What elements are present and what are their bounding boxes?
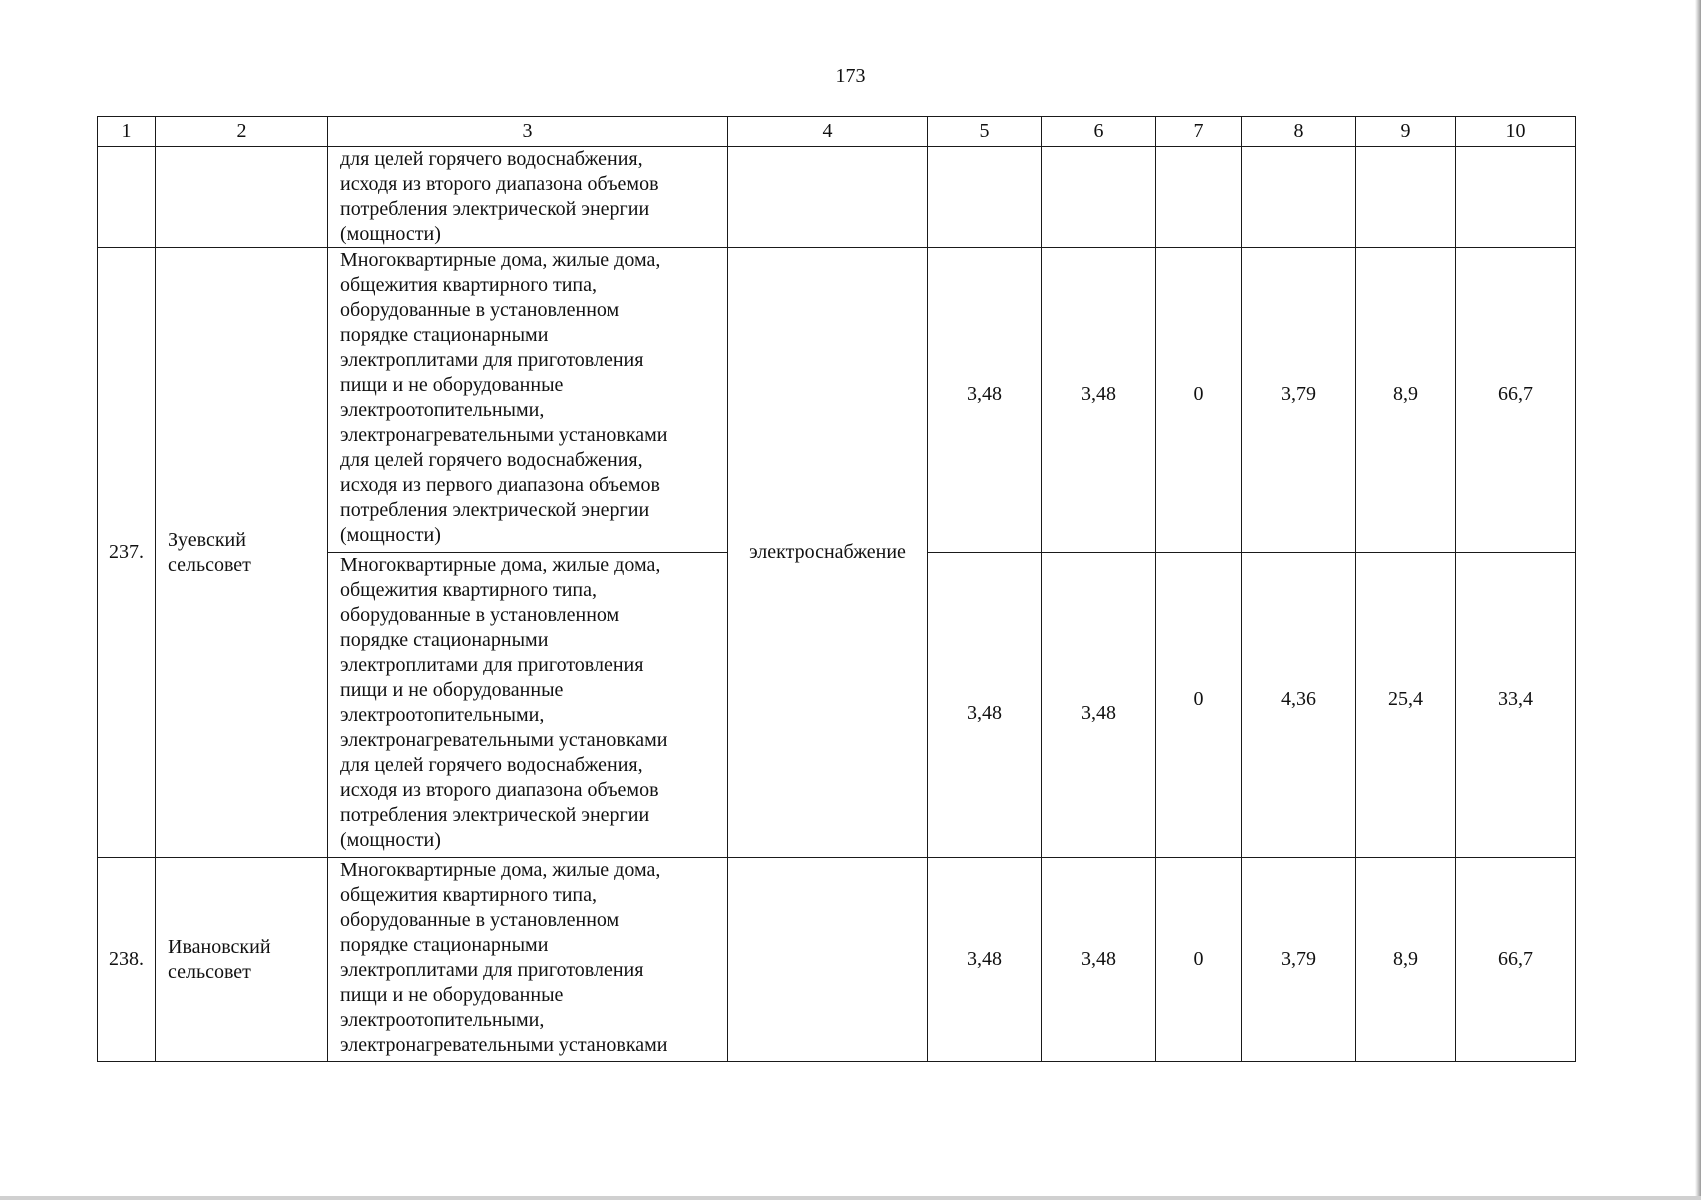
scan-edge-shadow bbox=[1695, 0, 1701, 1200]
cell-value-col10 bbox=[1456, 248, 1576, 553]
cell-description bbox=[328, 147, 728, 248]
description-line: потребления электрической энергии bbox=[340, 804, 650, 826]
value-text: 4,36 bbox=[1281, 687, 1316, 710]
description-line: Многоквартирные дома, жилые дома, bbox=[340, 554, 661, 576]
column-header-3: 3 bbox=[328, 117, 728, 147]
cell-name bbox=[156, 147, 328, 248]
description-line: пищи и не оборудованные bbox=[340, 374, 564, 396]
cell-value-col8 bbox=[1242, 553, 1356, 858]
description-line: электроотопительными, bbox=[340, 704, 545, 726]
page-number: 173 bbox=[835, 65, 866, 87]
cell-value-col7 bbox=[1156, 553, 1242, 858]
cell-value-col5 bbox=[928, 858, 1042, 1062]
column-header-9: 9 bbox=[1356, 117, 1456, 147]
description-line: (мощности) bbox=[340, 223, 441, 245]
description-line: оборудованные в установленном bbox=[340, 604, 620, 626]
cell-num bbox=[98, 147, 156, 248]
description-line: электронагревательными установками bbox=[340, 1034, 668, 1056]
value-text: 3,48 bbox=[967, 382, 1002, 405]
description-line: потребления электрической энергии bbox=[340, 499, 650, 521]
description-line: оборудованные в установленном bbox=[340, 909, 620, 931]
column-header-10: 10 bbox=[1456, 117, 1576, 147]
description-line: порядке стационарными bbox=[340, 934, 549, 956]
cell-description bbox=[328, 858, 728, 1062]
column-header-7: 7 bbox=[1156, 117, 1242, 147]
column-header-1: 1 bbox=[98, 117, 156, 147]
description-line: потребления электрической энергии bbox=[340, 198, 650, 220]
table-row bbox=[98, 248, 1576, 553]
value-text: 0 bbox=[1193, 382, 1204, 405]
column-header-6: 6 bbox=[1042, 117, 1156, 147]
scan-bottom-edge bbox=[0, 1196, 1701, 1200]
description-line: общежития квартирного типа, bbox=[340, 579, 598, 601]
description-line: Многоквартирные дома, жилые дома, bbox=[340, 859, 661, 881]
description-line: электронагревательными установками bbox=[340, 424, 668, 446]
value-text: 3,79 bbox=[1281, 382, 1316, 405]
cell-value-col6 bbox=[1042, 248, 1156, 553]
cell-value-col6 bbox=[1042, 553, 1156, 858]
value-text: 3,48 bbox=[1081, 701, 1116, 724]
cell-value bbox=[1356, 147, 1456, 248]
settlement-name-line: Ивановский bbox=[168, 935, 271, 958]
settlement-name bbox=[156, 858, 328, 1062]
description-line: общежития квартирного типа, bbox=[340, 884, 598, 906]
row-number: 238. bbox=[98, 858, 156, 1062]
settlement-name-line: сельсовет bbox=[168, 960, 251, 983]
description-line: электронагревательными установками bbox=[340, 729, 668, 751]
value-text: 3,48 bbox=[967, 701, 1002, 724]
description-line: порядке стационарными bbox=[340, 324, 549, 346]
cell-value-col7 bbox=[1156, 858, 1242, 1062]
description-line: для целей горячего водоснабжения, bbox=[340, 754, 643, 776]
description-line: исходя из второго диапазона объемов bbox=[340, 173, 659, 195]
value-text: 66,7 bbox=[1498, 948, 1533, 970]
cell-value-col5 bbox=[928, 553, 1042, 858]
column-header-2: 2 bbox=[156, 117, 328, 147]
cell-value-col7 bbox=[1156, 248, 1242, 553]
description-line: (мощности) bbox=[340, 524, 441, 546]
cell-value-col6 bbox=[1042, 858, 1156, 1062]
description-line: для целей горячего водоснабжения, bbox=[340, 449, 643, 471]
row-number: 237. bbox=[98, 248, 156, 858]
settlement-name-line: Зуевский bbox=[168, 528, 246, 551]
cell-value bbox=[928, 147, 1042, 248]
cell-value-col9 bbox=[1356, 248, 1456, 553]
settlement-name-line: сельсовет bbox=[168, 553, 251, 576]
description-line: исходя из второго диапазона объемов bbox=[340, 779, 659, 801]
cell-value-col8 bbox=[1242, 248, 1356, 553]
table-row-continuation bbox=[98, 147, 1576, 248]
value-text: 0 bbox=[1193, 948, 1204, 970]
column-number-row bbox=[98, 117, 1576, 147]
description-line: пищи и не оборудованные bbox=[340, 679, 564, 701]
value-text: 66,7 bbox=[1498, 382, 1533, 405]
value-text: 33,4 bbox=[1498, 687, 1533, 710]
value-text: 3,48 bbox=[1081, 382, 1116, 405]
description-line: электроплитами для приготовления bbox=[340, 654, 644, 676]
cell-value bbox=[1156, 147, 1242, 248]
cell-value-col10 bbox=[1456, 858, 1576, 1062]
description-line: порядке стационарными bbox=[340, 629, 549, 651]
value-text: 25,4 bbox=[1388, 687, 1423, 710]
value-text: 8,9 bbox=[1393, 382, 1418, 405]
settlement-name bbox=[156, 248, 328, 858]
description-line: электроплитами для приготовления bbox=[340, 959, 644, 981]
cell-description bbox=[328, 553, 728, 858]
description-line: исходя из первого диапазона объемов bbox=[340, 474, 660, 496]
cell-value-col5 bbox=[928, 248, 1042, 553]
value-text: 3,79 bbox=[1281, 948, 1316, 970]
description-line: электроотопительными, bbox=[340, 399, 545, 421]
cell-description bbox=[328, 248, 728, 553]
cell-value-col8 bbox=[1242, 858, 1356, 1062]
value-text: 0 bbox=[1193, 687, 1204, 710]
cell-value bbox=[1456, 147, 1576, 248]
description-line: оборудованные в установленном bbox=[340, 299, 620, 321]
value-text: 3,48 bbox=[967, 948, 1002, 970]
column-header-4: 4 bbox=[728, 117, 928, 147]
table-row bbox=[98, 858, 1576, 1062]
value-text: 8,9 bbox=[1393, 948, 1418, 970]
cell-value-col9 bbox=[1356, 553, 1456, 858]
cell-value-col9 bbox=[1356, 858, 1456, 1062]
description-line: для целей горячего водоснабжения, bbox=[340, 148, 643, 170]
description-line: (мощности) bbox=[340, 829, 441, 851]
column-header-5: 5 bbox=[928, 117, 1042, 147]
description-line: электроплитами для приготовления bbox=[340, 349, 644, 371]
cell-value-col10 bbox=[1456, 553, 1576, 858]
service-type: электроснабжение bbox=[728, 248, 928, 858]
column-header-8: 8 bbox=[1242, 117, 1356, 147]
value-text: 3,48 bbox=[1081, 948, 1116, 970]
description-line: общежития квартирного типа, bbox=[340, 274, 598, 296]
tariff-table bbox=[97, 116, 1576, 1062]
description-line: электроотопительными, bbox=[340, 1009, 545, 1031]
cell-service bbox=[728, 147, 928, 248]
cell-value bbox=[1042, 147, 1156, 248]
description-line: Многоквартирные дома, жилые дома, bbox=[340, 249, 661, 271]
cell-value bbox=[1242, 147, 1356, 248]
cell-service bbox=[728, 858, 928, 1062]
description-line: пищи и не оборудованные bbox=[340, 984, 564, 1006]
